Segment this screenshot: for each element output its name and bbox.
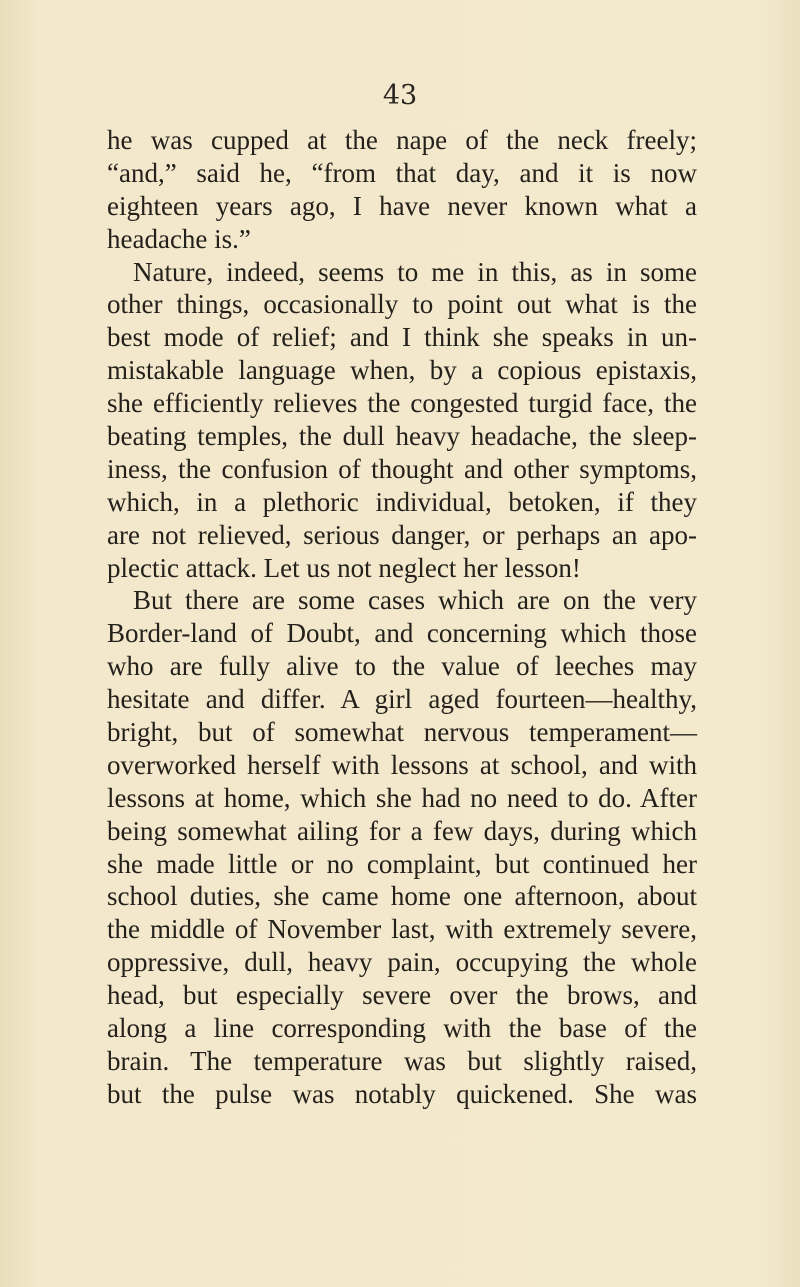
- text-line: brain. The temperature was but slightly raised,: [107, 1045, 697, 1076]
- text-line: eighteen years ago, I have never known what a: [107, 190, 697, 221]
- text-line: plectic attack. Let us not neglect her lesson!: [107, 552, 581, 583]
- text-line: she made little or no complaint, but continued her: [107, 848, 697, 879]
- text-line: “and,” said he, “from that day, and it is now: [107, 157, 697, 188]
- text-line: who are fully alive to the value of leeches may: [107, 651, 697, 682]
- text-line: beating temples, the dull heavy headache, the sleep-: [107, 421, 697, 452]
- text-line: other things, occasionally to point out what is the: [107, 289, 697, 320]
- text-line: overworked herself with lessons at school, and with: [107, 749, 697, 780]
- text-line: the middle of November last, with extremely severe,: [107, 914, 697, 945]
- text-line: hesitate and differ. A girl aged fourteen—healthy,: [107, 684, 697, 715]
- text-line: which, in a plethoric individual, betoken, if they: [107, 486, 697, 517]
- text-line: lessons at home, which she had no need to do. After: [107, 782, 697, 813]
- text-line: he was cupped at the nape of the neck freely;: [107, 125, 697, 155]
- paragraph-start-line: But there are some cases which are on the very: [133, 585, 697, 616]
- text-line: school duties, she came home one afternoon, about: [107, 881, 697, 912]
- text-line: Border-land of Doubt, and concerning which those: [107, 618, 697, 649]
- text-line: mistakable language when, by a copious epistaxis,: [107, 355, 697, 386]
- body-text: [107, 124, 697, 1111]
- text-line: being somewhat ailing for a few days, during which: [107, 815, 697, 846]
- text-line: head, but especially severe over the brows, and: [107, 980, 697, 1011]
- text-line: are not relieved, serious danger, or perhaps an apo-: [107, 519, 697, 550]
- text-line: but the pulse was notably quickened. She was: [107, 1078, 697, 1109]
- text-line: iness, the confusion of thought and other symptoms,: [107, 453, 697, 484]
- text-line: along a line corresponding with the base of the: [107, 1013, 697, 1044]
- text-line: headache is.”: [107, 223, 251, 254]
- paragraph-start-line: Nature, indeed, seems to me in this, as in some: [133, 256, 697, 287]
- text-line: oppressive, dull, heavy pain, occupying the whole: [107, 947, 697, 978]
- text-line: best mode of relief; and I think she speaks in un-: [107, 322, 697, 353]
- text-line: bright, but of somewhat nervous temperament—: [107, 717, 697, 748]
- text-line: she efficiently relieves the congested turgid face, the: [107, 388, 697, 419]
- page-number: 43: [382, 80, 418, 111]
